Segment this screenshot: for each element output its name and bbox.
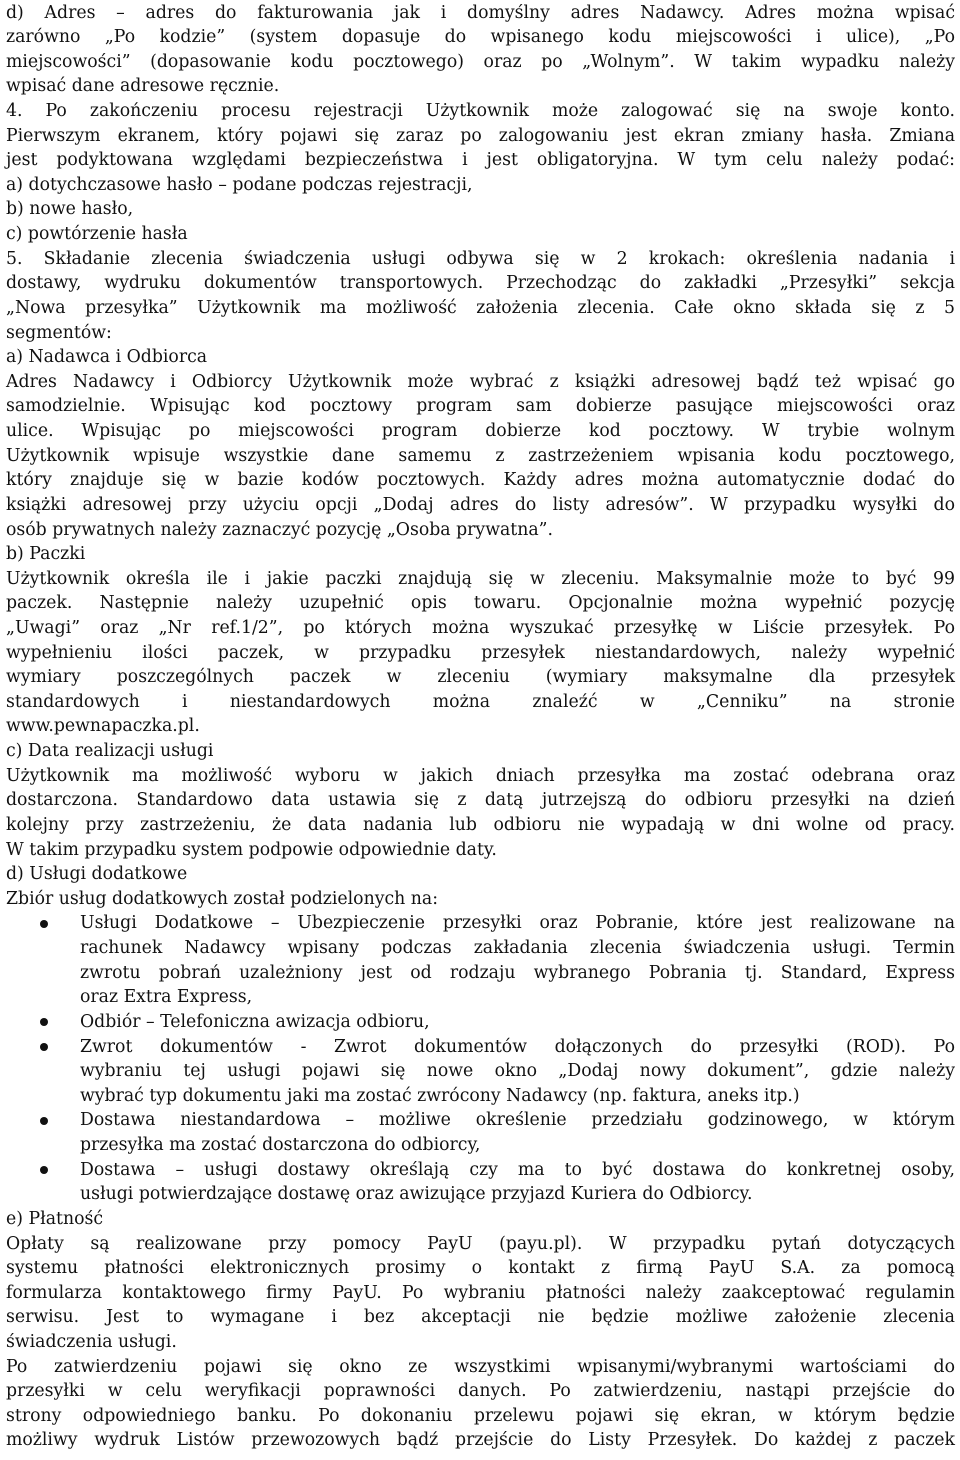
text-line: b) nowe hasło,: [6, 199, 134, 220]
text-line: świadczenia usługi.: [6, 1331, 177, 1352]
text-line: Adres Nadawcy i Odbiorcy Użytkownik może wybrać z książki adresowej bądź też wpisać go: [6, 371, 955, 392]
text-line: wypełnieniu ilości paczek, w przypadku przesyłek niestandardowych, należy wypełnić: [6, 642, 955, 663]
text-line: Opłaty są realizowane przy pomocy PayU (payu.pl). W przypadku pytań dotyczących: [6, 1233, 955, 1254]
text-line: ulice. Wpisując po miejscowości program dobierze kod pocztowy. W trybie wolnym: [6, 421, 955, 442]
text-line: „Nowa przesyłka” Użytkownik ma możliwość założenia zlecenia. Całe okno składa się z 5: [6, 297, 955, 318]
bullet-text-line: wybrać typ dokumentu jaki ma zostać zwrócony Nadawcy (np. faktura, aneks itp.): [80, 1085, 800, 1106]
text-line: wpisać dane adresowe ręcznie.: [6, 76, 280, 97]
text-line: zarówno „Po kodzie” (system dopasuje do wpisanego kodu miejscowości i ulice), „Po: [6, 27, 955, 48]
text-line: c) powtórzenie hasła: [6, 224, 188, 245]
bullet-text-line: usługi potwierdzające dostawę oraz awizujące przyjazd Kuriera do Odbiorcy.: [80, 1184, 753, 1205]
bullet-text-line: Zwrot dokumentów - Zwrot dokumentów dołączonych do przesyłki (ROD). Po: [80, 1036, 955, 1057]
text-line: Użytkownik określa ile i jakie paczki znajdują się w zleceniu. Maksymalnie może to być 99: [6, 568, 955, 589]
bullet-icon: [40, 1166, 48, 1174]
text-line: Użytkownik wpisuje wszystkie dane samemu z zastrzeżeniem wpisania kodu pocztowego,: [6, 445, 955, 466]
text-line: wymiary poszczególnych paczek w zleceniu (wymiary maksymalne dla przesyłek: [6, 667, 955, 688]
text-line: Użytkownik ma możliwość wyboru w jakich dniach przesyłka ma zostać odebrana oraz: [6, 765, 955, 786]
bullet-icon: [40, 920, 48, 928]
text-line: jest podyktowana względami bezpieczeństwa i jest obligatoryjna. W tym celu należy podać:: [6, 150, 955, 171]
bullet-text-line: zwrotu pobrań uzależniony jest od rodzaju wybranego Pobrania tj. Standard, Express: [80, 962, 955, 983]
text-line: paczek. Następnie należy uzupełnić opis towaru. Opcjonalnie można wypełnić pozycję: [6, 593, 955, 614]
bullet-icon: [40, 1018, 48, 1026]
text-line: segmentów:: [6, 322, 112, 343]
text-line: standardowych i niestandardowych można znaleźć w „Cenniku” na stronie: [6, 691, 955, 712]
bullet-text-line: rachunek Nadawcy wpisany podczas zakładania zlecenia świadczenia usługi. Termin: [80, 938, 955, 959]
text-line: www.pewnapaczka.pl.: [6, 716, 200, 737]
bullet-text-line: oraz Extra Express,: [80, 987, 253, 1008]
text-line: dostawy, wydruku dokumentów transportowych. Przechodząc do zakładki „Przesyłki” sekcja: [6, 273, 955, 294]
text-line: e) Płatność: [6, 1208, 104, 1229]
bullet-text-line: Usługi Dodatkowe – Ubezpieczenie przesyłki oraz Pobranie, które jest realizowane na: [80, 913, 955, 934]
text-line: b) Paczki: [6, 544, 86, 565]
text-line: dostarczona. Standardowo data ustawia się z datą jutrzejszą do odbioru przesyłki na dzień: [6, 790, 955, 811]
text-line: systemu płatności elektronicznych prosimy o kontakt z firmą PayU S.A. za pomocą: [6, 1258, 955, 1279]
text-line: możliwy wydruk Listów przewozowych bądź przejście do Listy Przesyłek. Do każdej z paczek: [6, 1430, 955, 1451]
bullet-text-line: Dostawa – usługi dostawy określają czy ma to być dostawa do konkretnej osoby,: [80, 1159, 955, 1180]
bullet-text-line: przesyłka ma zostać dostarczona do odbiorcy,: [80, 1135, 481, 1156]
text-line: W takim przypadku system podpowie odpowiednie daty.: [6, 839, 497, 860]
text-line: kolejny przy zastrzeżeniu, że data nadania lub odbioru nie wypadają w dni wolne od pracy.: [6, 814, 955, 835]
bullet-text-line: wybraniu tej usługi pojawi się nowe okno „Dodaj nowy dokument”, gdzie należy: [80, 1061, 955, 1082]
text-line: Po zatwierdzeniu pojawi się okno ze wszystkimi wpisanymi/wybranymi wartościami do: [6, 1356, 955, 1377]
text-line: 5. Składanie zlecenia świadczenia usługi odbywa się w 2 krokach: określenia nadania i: [6, 248, 955, 269]
text-line: d) Adres – adres do fakturowania jak i domyślny adres Nadawcy. Adres można wpisać: [6, 2, 955, 23]
text-line: książki adresowej przy użyciu opcji „Dodaj adres do listy adresów”. W przypadku wysyłki do: [6, 494, 955, 515]
bullet-icon: [40, 1043, 48, 1051]
text-line: przesyłki w celu weryfikacji poprawności danych. Po zatwierdzeniu, nastąpi przejście do: [6, 1381, 955, 1402]
text-line: który znajduje się w bazie kodów pocztowych. Każdy adres można automatycznie dodać do: [6, 470, 955, 491]
text-line: formularza kontaktowego firmy PayU. Po wybraniu płatności należy zaakceptować regulamin: [6, 1282, 955, 1303]
text-line: „Uwagi” oraz „Nr ref.1/2”, po których można wyszukać przesyłkę w Liście przesyłek. Po: [6, 618, 955, 638]
bullet-text-line: Dostawa niestandardowa – możliwe określenie przedziału godzinowego, w którym: [80, 1110, 955, 1131]
text-line: miejscowości” (dopasowanie kodu pocztowego) oraz po „Wolnym”. W takim wypadku należy: [6, 51, 955, 72]
text-line: osób prywatnych należy zaznaczyć pozycję „Osoba prywatna”.: [6, 519, 553, 540]
text-line: Pierwszym ekranem, który pojawi się zaraz po zalogowaniu jest ekran zmiany hasła. Zmiana: [6, 125, 955, 146]
text-line: a) dotychczasowe hasło – podane podczas rejestracji,: [6, 174, 473, 195]
text-line: Zbiór usług dodatkowych został podzielonych na:: [6, 888, 439, 909]
text-line: c) Data realizacji usługi: [6, 741, 214, 762]
bullet-icon: [40, 1117, 48, 1125]
text-line: strony odpowiedniego banku. Po dokonaniu przelewu pojawi się ekran, w którym będzie: [6, 1405, 955, 1426]
text-line: d) Usługi dodatkowe: [6, 864, 188, 885]
text-line: samodzielnie. Wpisując kod pocztowy program sam dobierze pasujące miejscowości oraz: [6, 396, 955, 417]
text-line: serwisu. Jest to wymagane i bez akceptacji nie będzie możliwe założenie zlecenia: [6, 1307, 955, 1328]
text-line: a) Nadawca i Odbiorca: [6, 347, 208, 368]
bullet-text-line: Odbiór – Telefoniczna awizacja odbioru,: [80, 1011, 430, 1032]
text-line: 4. Po zakończeniu procesu rejestracji Użytkownik może zalogować się na swoje konto.: [6, 100, 955, 121]
